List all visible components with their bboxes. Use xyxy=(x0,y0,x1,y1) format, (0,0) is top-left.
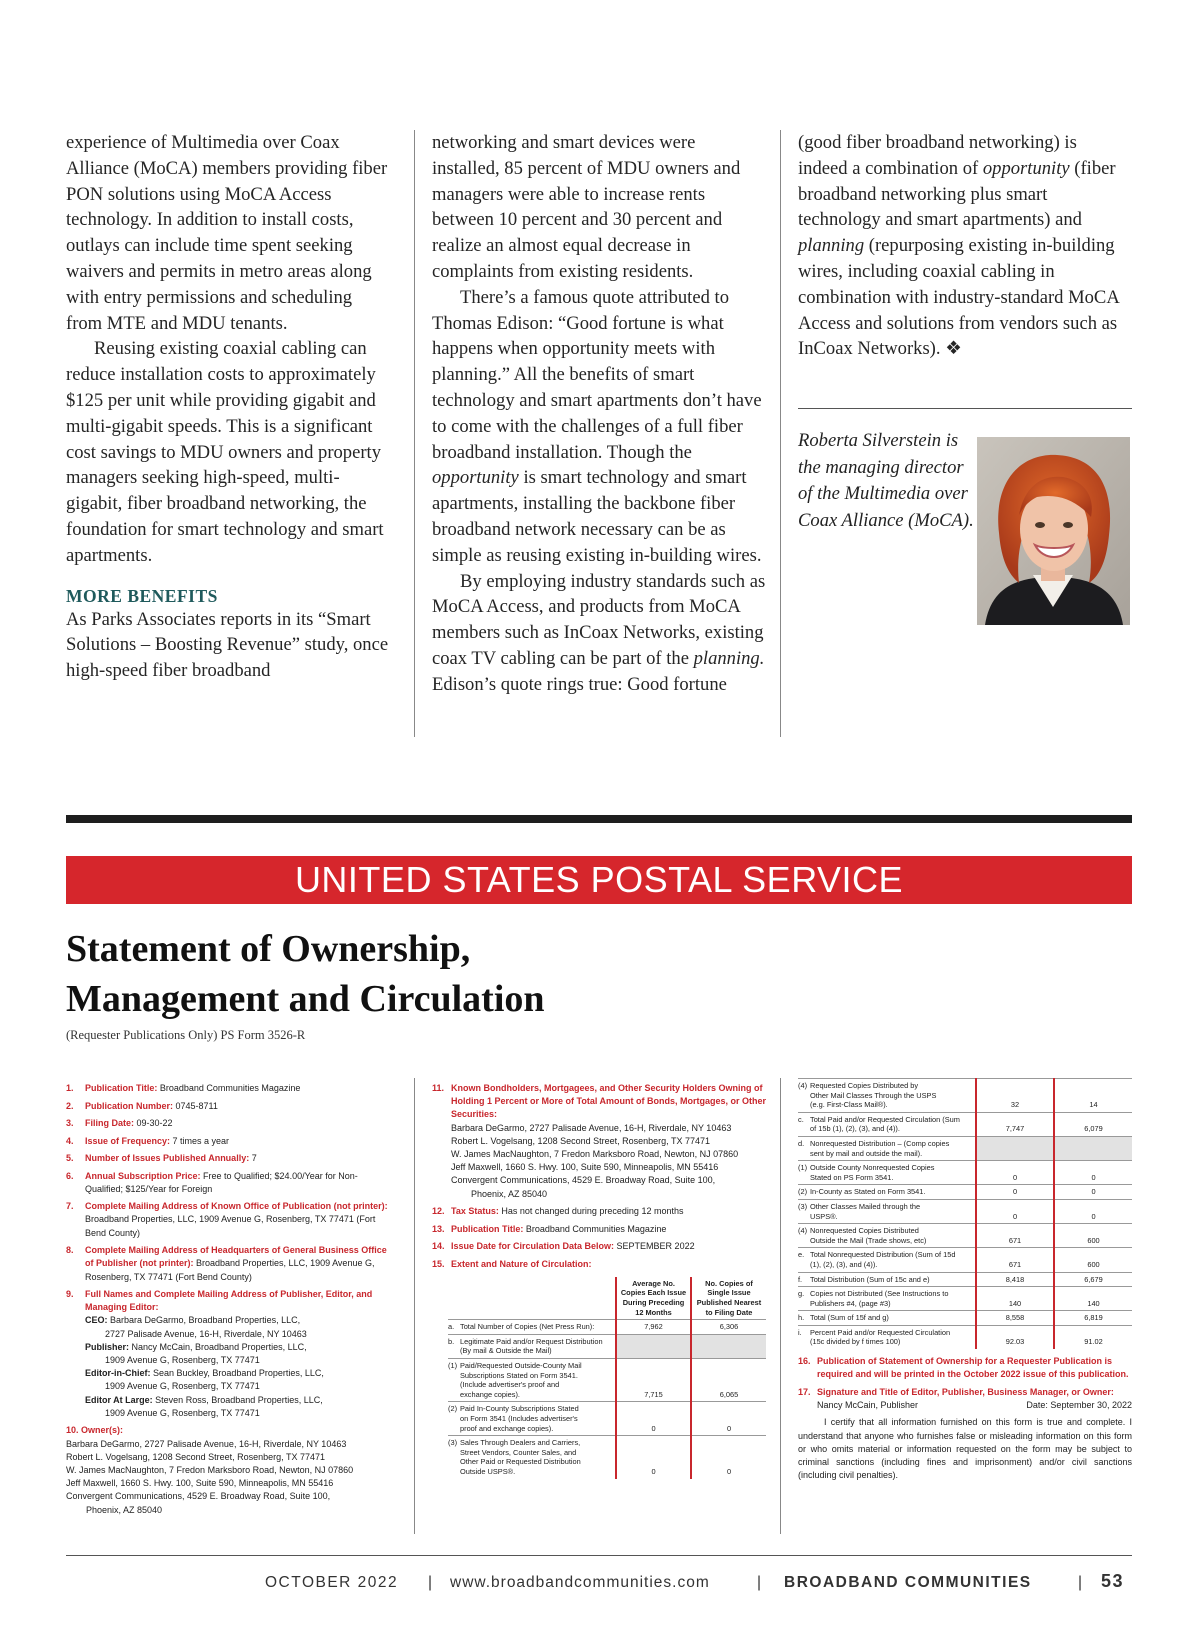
circulation-row xyxy=(798,1287,1132,1311)
bio-divider xyxy=(798,408,1132,409)
column-divider xyxy=(414,1078,415,1534)
statement-title xyxy=(66,924,545,1024)
footer-url[interactable]: www.broadbandcommunities.com xyxy=(450,1574,710,1591)
item-label: Publication Title: xyxy=(451,1223,524,1234)
form-column-left xyxy=(66,1082,392,1521)
row-label-cell xyxy=(798,1248,976,1272)
column-divider xyxy=(780,1078,781,1534)
form-items-list xyxy=(432,1205,766,1271)
row-letter: h. xyxy=(798,1313,805,1323)
table-header-row xyxy=(448,1277,766,1320)
item-value: 09-30-22 xyxy=(134,1118,173,1128)
text-run: (fiber broadband networking plus smart technology and smart apartments) and xyxy=(798,157,1116,231)
form-item xyxy=(66,1152,392,1165)
row-single-value: 14 xyxy=(1054,1079,1132,1113)
item-label: Annual Subscription Price: xyxy=(85,1170,201,1181)
circulation-row xyxy=(448,1320,766,1335)
item-number: 4. xyxy=(66,1135,74,1146)
page-number: 53 xyxy=(1101,1571,1125,1591)
row-label: Nonrequested Distribution – (Comp copies sent by mail and outside the mail). xyxy=(810,1138,950,1158)
certification-text: I certify that all information furnished on this form is true and complete. I understand that anyone who furnishes false or misleading information on this form or who omits material or information requested on the form may be subject to criminal sanctions (including fines and imprisonment) and/or civil sanctions (including civil penalties). xyxy=(798,1417,1132,1481)
form-item xyxy=(66,1082,392,1095)
circulation-row xyxy=(798,1079,1132,1113)
address-line: Convergent Communications, 4529 E. Broadway Road, Suite 100, xyxy=(451,1175,716,1186)
footer-date: OCTOBER 2022 xyxy=(265,1574,399,1591)
row-label: Total Number of Copies (Net Press Run): xyxy=(460,1322,595,1332)
entry-text: Barbara DeGarmo, Broadband Properties, LLC, xyxy=(107,1315,301,1326)
row-letter: d. xyxy=(798,1138,805,1148)
row-label: Total (Sum of 15f and g) xyxy=(810,1313,889,1323)
row-letter: g. xyxy=(798,1289,805,1299)
row-label-cell xyxy=(798,1287,976,1311)
item-label: Complete Mailing Address of Headquarters of General Business Office of Publisher (not printer): xyxy=(85,1245,387,1269)
article-column-1 xyxy=(66,130,392,684)
row-average-value: 7,715 xyxy=(616,1358,691,1401)
circulation-row xyxy=(798,1199,1132,1223)
row-single-value: 6,306 xyxy=(691,1320,766,1335)
footer-separator: | xyxy=(1078,1574,1084,1591)
row-letter: (2) xyxy=(798,1187,808,1197)
entry-address: 1909 Avenue G, Rosenberg, TX 77471 xyxy=(105,1407,260,1418)
editor-in-chief-entry xyxy=(85,1367,392,1380)
bondholders-list xyxy=(451,1122,766,1188)
row-average-value: 671 xyxy=(976,1248,1054,1272)
header-single-issue: No. Copies of Single Issue Published Nearest to Filing Date xyxy=(691,1277,766,1320)
title-line: Management and Circulation xyxy=(66,978,545,1020)
row-label: Other Classes Mailed through the USPS®. xyxy=(810,1201,921,1221)
circulation-row xyxy=(798,1224,1132,1248)
item-number: 10. xyxy=(66,1425,79,1436)
row-letter: b. xyxy=(448,1336,455,1346)
form-item-16 xyxy=(798,1355,1132,1381)
item-value: 0745-8711 xyxy=(173,1100,218,1111)
author-bio: Roberta Silverstein is the managing director of the Multimedia over Coax Alliance (MoCA). xyxy=(798,430,974,531)
role-label: CEO: xyxy=(85,1315,108,1326)
emphasis: opportunity xyxy=(432,467,519,489)
row-single-value: 0 xyxy=(1054,1185,1132,1200)
row-label-cell xyxy=(798,1079,976,1113)
row-single-value xyxy=(1054,1136,1132,1160)
form-item xyxy=(66,1135,392,1148)
title-line: Statement of Ownership, xyxy=(66,928,471,970)
row-label-cell xyxy=(448,1334,616,1358)
row-letter: (4) xyxy=(798,1226,808,1236)
row-average-value: 0 xyxy=(976,1185,1054,1200)
row-label-cell xyxy=(448,1436,616,1479)
row-average-value: 0 xyxy=(976,1199,1054,1223)
circulation-row xyxy=(798,1161,1132,1185)
column-divider xyxy=(414,130,415,737)
row-label: Sales Through Dealers and Carriers, Street Vendors, Counter Sales, and Other Paid or Requested Distribution Outside USPS®. xyxy=(460,1438,581,1476)
item-number: 16. xyxy=(798,1356,811,1367)
text-run: (repurposing existing in-building wires, including coaxial cabling in combination with industry-standard MoCA Access and solutions from vendors such as InCoax Networks). xyxy=(798,235,1119,360)
emphasis: planning. xyxy=(693,647,765,669)
text-run: Edison’s quote rings true: Good fortune xyxy=(432,673,727,695)
header-average: Average No. Copies Each Issue During Preceding 12 Months xyxy=(616,1277,691,1320)
row-letter: a. xyxy=(448,1322,455,1332)
row-label-cell xyxy=(798,1199,976,1223)
circulation-row xyxy=(798,1112,1132,1136)
row-single-value: 0 xyxy=(1054,1199,1132,1223)
form-item xyxy=(66,1200,392,1240)
circulation-row xyxy=(798,1272,1132,1287)
signature-date: Date: September 30, 2022 xyxy=(1026,1399,1132,1410)
column-divider xyxy=(780,130,781,737)
row-label-cell xyxy=(798,1311,976,1326)
row-letter: (4) xyxy=(798,1081,808,1090)
item-label: Owner(s): xyxy=(81,1425,124,1436)
row-label: Total Nonrequested Distribution (Sum of 15d (1), (2), (3), and (4)). xyxy=(810,1250,956,1269)
row-average-value: 671 xyxy=(976,1224,1054,1248)
item-value: 7 xyxy=(249,1153,257,1163)
item-number: 11. xyxy=(432,1083,445,1093)
publisher-entry xyxy=(85,1341,392,1354)
row-single-value: 0 xyxy=(691,1436,766,1479)
row-average-value: 0 xyxy=(976,1161,1054,1185)
form-items-list xyxy=(66,1082,392,1284)
circulation-row xyxy=(798,1185,1132,1200)
item-label: Known Bondholders, Mortgagees, and Other Security Holders Owning of Holding 1 Percent or More of Total Amount of Bonds, Mortgages, or Other Securities: xyxy=(451,1083,767,1120)
row-label: Legitimate Paid and/or Request Distribution (By mail & Outside the Mail) xyxy=(460,1336,603,1356)
form-column-right xyxy=(798,1078,1132,1482)
signature-line xyxy=(817,1399,1132,1412)
row-label: Nonrequested Copies Distributed Outside the Mail (Trade shows, etc) xyxy=(810,1226,927,1245)
entry-address: 1909 Avenue G, Rosenberg, TX 77471 xyxy=(105,1355,260,1366)
author-portrait-icon xyxy=(977,437,1130,625)
item-label: Complete Mailing Address of Known Office of Publication (not printer): xyxy=(85,1201,388,1212)
end-mark-icon: ❖ xyxy=(945,338,962,360)
form-item xyxy=(432,1240,766,1253)
item-label: Extent and Nature of Circulation: xyxy=(451,1258,592,1269)
row-label: Paid In-County Subscriptions Stated on Form 3541 (Includes advertiser's proof and exchange copies). xyxy=(460,1404,579,1433)
row-average-value: 140 xyxy=(976,1287,1054,1311)
address-line: Barbara DeGarmo, 2727 Palisade Avenue, 16-H, Riverdale, NY 10463 xyxy=(66,1438,347,1449)
footer-brand: BROADBAND COMMUNITIES xyxy=(784,1574,1032,1591)
form-item xyxy=(432,1205,766,1218)
item-label: Filing Date: xyxy=(85,1118,134,1128)
form-item xyxy=(432,1258,766,1271)
emphasis: planning xyxy=(798,235,865,257)
text-run: is smart technology and smart apartments, installing the backbone fiber broadband network necessary can be as simple as reusing existing in-building wires. xyxy=(432,467,762,566)
row-letter: e. xyxy=(798,1250,805,1260)
circulation-row xyxy=(448,1334,766,1358)
row-label-cell xyxy=(798,1272,976,1287)
row-label-cell xyxy=(448,1402,616,1436)
row-average-value: 0 xyxy=(616,1402,691,1436)
row-letter: (1) xyxy=(798,1163,808,1173)
entry-text: Steven Ross, Broadband Properties, LLC, xyxy=(152,1394,323,1405)
row-letter: c. xyxy=(798,1114,804,1124)
item-value: SEPTEMBER 2022 xyxy=(614,1241,695,1252)
address-line: W. James MacNaughton, 7 Fredon Marksboro Road, Newton, NJ 07860 xyxy=(66,1464,354,1475)
row-average-value: 32 xyxy=(976,1079,1054,1113)
row-label-cell xyxy=(448,1320,616,1335)
form-item xyxy=(66,1244,392,1284)
row-label: Total Distribution (Sum of 15c and e) xyxy=(810,1274,930,1284)
item-number: 13. xyxy=(432,1223,445,1234)
item-value: Broadband Communities Magazine xyxy=(157,1083,301,1093)
row-letter: f. xyxy=(798,1274,803,1284)
row-letter: i. xyxy=(798,1327,802,1337)
paragraph xyxy=(798,130,1128,362)
item-label: Publication of Statement of Ownership for a Requester Publication is required and will be printed in the October 2022 issue of this publication. xyxy=(817,1356,1129,1380)
role-label: Editor At Large: xyxy=(85,1394,153,1405)
author-photo xyxy=(977,437,1130,625)
row-average-value: 8,418 xyxy=(976,1272,1054,1287)
item-label: Issue of Frequency: xyxy=(85,1135,171,1146)
row-single-value: 91.02 xyxy=(1054,1325,1132,1349)
circulation-row xyxy=(448,1358,766,1401)
item-label: Number of Issues Published Annually: xyxy=(85,1153,250,1163)
article-column-3 xyxy=(798,130,1128,362)
form-item-11 xyxy=(432,1082,766,1201)
paragraph: Reusing existing coaxial cabling can reduce installation costs to approximately $125 per unit while providing gigabit and multi-gigabit speeds. This is a significant cost savings to MDU owners and property managers seeking high-speed, multi-gigabit, fiber broadband networking, the foundation for smart technology and smart apartments. xyxy=(66,338,384,566)
item-label: Publication Title: xyxy=(85,1083,158,1093)
row-single-value: 600 xyxy=(1054,1224,1132,1248)
paragraph: networking and smart devices were installed, 85 percent of MDU owners and managers were able to increase rents between 10 percent and 30 percent and realize an almost equal decrease in complaints from existing residents. xyxy=(432,132,741,282)
form-item-17 xyxy=(798,1386,1132,1412)
entry-text: Nancy McCain, Broadband Properties, LLC, xyxy=(129,1341,307,1352)
item-label: Publication Number: xyxy=(85,1100,174,1111)
address-line: Jeff Maxwell, 1660 S. Hwy. 100, Suite 590, Minneapolis, MN 55416 xyxy=(66,1478,334,1489)
row-single-value: 140 xyxy=(1054,1287,1132,1311)
row-label: Requested Copies Distributed by Other Mail Classes Through the USPS (e.g. First-Class Mail®). xyxy=(810,1081,937,1110)
role-label: Publisher: xyxy=(85,1341,130,1352)
item-label: Full Names and Complete Mailing Address of Publisher, Editor, and Managing Editor: xyxy=(85,1289,373,1313)
item-number: 6. xyxy=(66,1170,74,1181)
footer-separator: | xyxy=(428,1574,434,1591)
row-single-value: 6,819 xyxy=(1054,1311,1132,1326)
item-number: 3. xyxy=(66,1118,74,1128)
circulation-row xyxy=(448,1402,766,1436)
row-letter: (1) xyxy=(448,1360,458,1370)
form-item xyxy=(66,1170,392,1196)
row-label: In-County as Stated on Form 3541. xyxy=(810,1187,926,1197)
row-single-value: 6,079 xyxy=(1054,1112,1132,1136)
row-average-value: 0 xyxy=(616,1436,691,1479)
item-label: Tax Status: xyxy=(451,1206,499,1217)
editor-at-large-entry xyxy=(85,1394,392,1407)
entry-text: Sean Buckley, Broadband Properties, LLC, xyxy=(150,1368,324,1379)
statement-subtitle: (Requester Publications Only) PS Form 3526-R xyxy=(66,1028,306,1042)
item-number: 15. xyxy=(432,1258,445,1269)
row-average-value: 7,962 xyxy=(616,1320,691,1335)
footer-rule xyxy=(66,1555,1132,1556)
paragraph xyxy=(432,569,766,698)
address-line: Jeff Maxwell, 1660 S. Hwy. 100, Suite 590, Minneapolis, MN 55416 xyxy=(451,1162,719,1173)
row-label-cell xyxy=(798,1161,976,1185)
row-label: Copies not Distributed (See Instructions to Publishers #4, (page #3) xyxy=(810,1289,949,1308)
owner-address-line: Phoenix, AZ 85040 xyxy=(86,1504,163,1515)
form-column-middle xyxy=(432,1082,766,1479)
text-run: By employing industry standards such as MoCA Access, and products from MoCA members such as InCoax Networks, existing coax TV cabling can be part of the xyxy=(432,570,766,669)
item-number: 7. xyxy=(66,1201,74,1212)
owners-list xyxy=(66,1438,392,1504)
form-item xyxy=(66,1100,392,1113)
row-label: Total Paid and/or Requested Circulation (Sum of 15b (1), (2), (3), and (4)). xyxy=(810,1114,960,1134)
role-label: Editor-in-Chief: xyxy=(85,1368,151,1379)
row-single-value: 0 xyxy=(691,1402,766,1436)
usps-banner: UNITED STATES POSTAL SERVICE xyxy=(66,856,1132,904)
row-single-value: 600 xyxy=(1054,1248,1132,1272)
article-column-2 xyxy=(432,130,766,698)
text-run: There’s a famous quote attributed to Thomas Edison: “Good fortune is what happens when opportunity meets with planning.” All the benefits of smart technology and smart apartments don’t have to come with the challenges of a full fiber broadband installation. Though the xyxy=(432,286,762,463)
entry-address: 2727 Palisade Avenue, 16-H, Riverdale, NY 10463 xyxy=(105,1328,307,1339)
row-letter: (3) xyxy=(798,1201,808,1211)
circulation-row xyxy=(798,1325,1132,1349)
entry-address: 1909 Avenue G, Rosenberg, TX 77471 xyxy=(105,1381,260,1392)
row-label: Paid/Requested Outside-County Mail Subscriptions Stated on Form 3541. (Include advertiser's proof and exchange copies). xyxy=(460,1360,582,1399)
row-label-cell xyxy=(798,1185,976,1200)
item-number: 5. xyxy=(66,1153,74,1163)
row-single-value xyxy=(691,1334,766,1358)
bondholder-address-line: Phoenix, AZ 85040 xyxy=(471,1188,548,1199)
item-number: 14. xyxy=(432,1241,445,1252)
form-item xyxy=(432,1223,766,1236)
address-line: Robert L. Vogelsang, 1208 Second Street, Rosenberg, TX 77471 xyxy=(66,1451,326,1462)
circulation-table-part2 xyxy=(798,1078,1132,1349)
row-average-value: 92.03 xyxy=(976,1325,1054,1349)
row-average-value: 7,747 xyxy=(976,1112,1054,1136)
circulation-row xyxy=(798,1311,1132,1326)
item-label: Signature and Title of Editor, Publisher, Business Manager, or Owner: xyxy=(817,1386,1114,1397)
paragraph xyxy=(432,285,766,569)
row-single-value: 0 xyxy=(1054,1161,1132,1185)
row-label: Percent Paid and/or Requested Circulation (15c divided by f times 100) xyxy=(810,1327,951,1347)
address-line: Barbara DeGarmo, 2727 Palisade Avenue, 16-H, Riverdale, NY 10463 xyxy=(451,1122,732,1133)
row-average-value xyxy=(616,1334,691,1358)
item-label: Issue Date for Circulation Data Below: xyxy=(451,1241,615,1252)
item-number: 8. xyxy=(66,1245,74,1256)
paragraph: As Parks Associates reports in its “Smart Solutions – Boosting Revenue” study, once high-speed fiber broadband xyxy=(66,608,389,682)
item-number: 12. xyxy=(432,1206,445,1217)
item-value: Free to Qualified; $24.00/Year for Non-Qualified; $125/Year for Foreign xyxy=(85,1170,358,1194)
item-value: Broadband Properties, LLC, 1909 Avenue G, Rosenberg, TX 77471 (Fort Bend County) xyxy=(85,1258,375,1282)
text-run: (good fiber broadband networking) is indeed a combination of xyxy=(798,132,1077,179)
row-letter: (2) xyxy=(448,1404,458,1414)
section-subhead: MORE BENEFITS xyxy=(66,585,218,606)
address-line: Convergent Communications, 4529 E. Broadway Road, Suite 100, xyxy=(66,1491,331,1502)
section-top-rule xyxy=(66,815,1132,823)
item-number: 2. xyxy=(66,1100,74,1111)
row-label: Outside County Nonrequested Copies Stated on PS Form 3541. xyxy=(810,1163,935,1182)
row-label-cell xyxy=(798,1112,976,1136)
row-label-cell xyxy=(798,1325,976,1349)
circulation-row xyxy=(798,1136,1132,1160)
form-item-9 xyxy=(66,1288,392,1420)
signer-name: Nancy McCain, Publisher xyxy=(817,1399,919,1410)
item-value: Has not changed during preceding 12 months xyxy=(498,1206,684,1217)
emphasis: opportunity xyxy=(982,157,1070,179)
row-single-value: 6,679 xyxy=(1054,1272,1132,1287)
form-item-10 xyxy=(66,1424,392,1516)
item-number: 9. xyxy=(66,1289,74,1300)
form-item xyxy=(66,1117,392,1130)
row-label-cell xyxy=(798,1224,976,1248)
row-average-value xyxy=(976,1136,1054,1160)
address-line: W. James MacNaughton, 7 Fredon Marksboro Road, Newton, NJ 07860 xyxy=(451,1149,739,1160)
item-value: 7 times a year xyxy=(170,1135,230,1146)
ceo-entry xyxy=(85,1314,392,1327)
item-value: Broadband Communities Magazine xyxy=(523,1223,667,1234)
item-number: 1. xyxy=(66,1083,74,1093)
item-number: 17. xyxy=(798,1386,811,1397)
row-single-value: 6,065 xyxy=(691,1358,766,1401)
address-line: Robert L. Vogelsang, 1208 Second Street, Rosenberg, TX 77471 xyxy=(451,1135,711,1146)
circulation-row xyxy=(448,1436,766,1479)
header-spacer xyxy=(448,1277,616,1320)
paragraph: experience of Multimedia over Coax Alliance (MoCA) members providing fiber PON solutions using MoCA Access technology. In addition to install costs, outlays can include time spent seeking waivers and permits in metro areas along with entry permissions and scheduling from MTE and MDU tenants. xyxy=(66,132,388,334)
footer-separator: | xyxy=(757,1574,763,1591)
row-label-cell xyxy=(448,1358,616,1401)
row-letter: (3) xyxy=(448,1438,458,1448)
circulation-row xyxy=(798,1248,1132,1272)
item-value: Broadband Properties, LLC, 1909 Avenue G, Rosenberg, TX 77471 (Fort Bend County) xyxy=(85,1214,376,1238)
circulation-table-part1 xyxy=(448,1277,766,1479)
row-label-cell xyxy=(798,1136,976,1160)
row-average-value: 8,558 xyxy=(976,1311,1054,1326)
